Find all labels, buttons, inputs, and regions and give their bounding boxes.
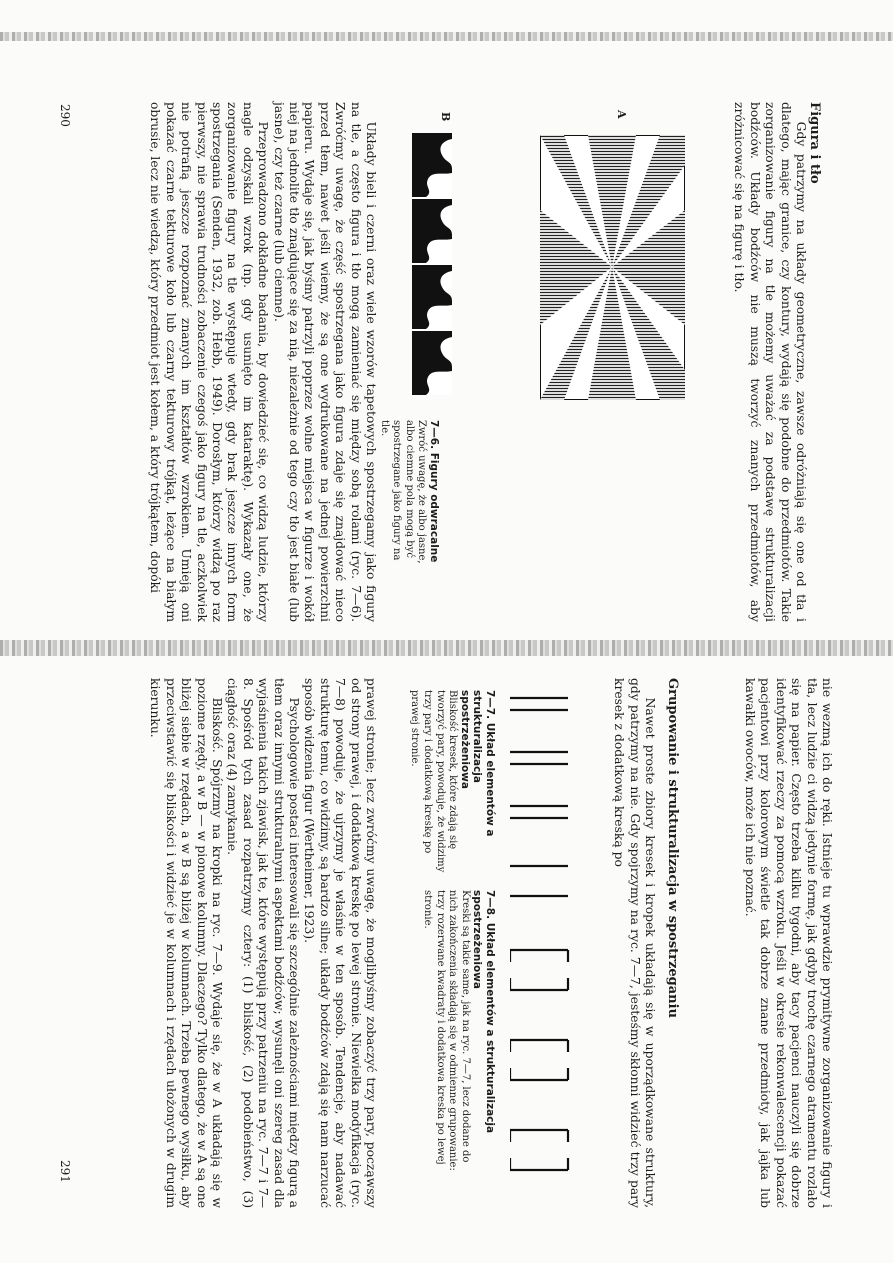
left-page-body <box>147 102 378 622</box>
right-page-body <box>147 678 378 1208</box>
figure-7-8-caption <box>420 890 496 1180</box>
page-number-right: 291 <box>58 1160 72 1183</box>
section-heading-figura: Figura i tło <box>807 102 822 184</box>
paragraph: Przeprowadzono dokładne badania, by dowiedzieć się, co widzą ludzie, którzy nagle odzyskali wzrok (np. gdy usunięto im kataraktę). Wykazały one, że zorganizowanie figury na tle występuje wtedy, gdy brak jeszcze innych form spostrzegania (Senden, 1932, zob. Hebb, 1949). Dorosłym, którzy widzą po raz pierwszy, nie sprawia trudności zobaczenie czegoś jako figury na tle, aczkolwiek nie potrafią jeszcze rozpoznać znanych im kształtów wzrokiem. Umieją oni pokazać czarne tekturowe koło lub czarny tekturowy trójkąt, leżące na białym obrusie, lecz nie wiedzą, który przedmiot jest kołem, a który trójkątem, dopóki <box>148 102 271 622</box>
right-page-top <box>742 678 834 1208</box>
paragraph: Bliskość. Spójrzmy na kropki na ryc. 7—9. Wydaje się, że w A układają się w poziome rzędy, a w B — w pionowe kolumny. Dlaczego? Tylko dlatego, że w A są one bliżej siebie w rzędach, a w B są bliżej w kolumnach. Trzeba pewnego wysiłku, aby przeciwstawić się bliskości i widzieć je w kolumnach i rzędach ułożonych w drugim kierunku. <box>148 678 224 1208</box>
paragraph: prawej stronie; lecz zwróćmy uwagę, że moglibyśmy zobaczyć trzy pary, począwszy od strony prawej, i dodatkową kreskę po lewej stronie. Niewielka modyfikacja (ryc. 7—8) powoduje, że ujrzymy je właśnie w ten sposób. Tendencje, aby nadawać strukturę temu, co widzimy, są bardzo silne; układy bodźców zdają się nam narzucać sposób widzenia figur (Wertheimer, 1923). <box>302 678 378 1208</box>
paragraph: Układy bieli i czerni oraz wiele wzorów tapetowych spostrzegamy jako figury na tle, a często figura i tło mogą zamieniać się między sobą rolami (ryc. 7—6). Zwróćmy uwagę, że część spostrzegana jako figura zdaje się znajdować nieco przed tłem, nawet jeśli wiemy, że są one wydrukowane na jednej powierzchni papieru. Wydaje się, jak byśmy patrzyli poprzez wolne miejsca w figurze i wokół niej na jednolite tło znajdujące się za nią, niezależnie od tego czy tło jest białe (lub jasne), czy też czarne (lub ciemne). <box>271 102 378 622</box>
figure-b-reversible <box>412 133 452 395</box>
figure-7-6-caption <box>377 420 440 570</box>
caption-text: Kreski są takie same, jak na ryc. 7—7, lecz dodane do nich zakończenia składają się w odmienne grupowanie: trzy rozerwane kwadraty i dodatkowa kreska po lewej stronie. <box>422 890 471 1171</box>
caption-title: 7—8. Układ elementów a strukturalizacja spostrzeżeniowa <box>471 890 496 1134</box>
figure-a-label: A <box>615 110 628 119</box>
paragraph: Nawet proste zbiory kresek i kropek układają się w uporządkowane struktury, gdy patrzymy na nie. Gdy spojrzymy na ryc. 7—7, jesteśmy skłonni widzieć trzy pary kresek z dodatkową kreską po <box>612 678 657 1208</box>
right-page-heading-block <box>611 678 680 1208</box>
left-page-intro <box>731 102 808 622</box>
scan-band-middle <box>0 640 893 656</box>
section-heading-grupowanie: Grupowanie i strukturalizacja w spostrzeganiu <box>665 678 680 1019</box>
paragraph: Gdy patrzymy na układy geometryczne, zawsze odróżniają się one od tła i dlatego, mając granice, czy kontury, wydają się podobne do przedmiotów. Takie zorganizowanie figury na tle możemy uważać za podstawę strukturalizacji bodźców. Układy bodźców nie muszą tworzyć znanych przedmiotów, aby zróżnicować się na figurę i tło. <box>732 102 808 622</box>
figure-7-7-lines <box>510 690 568 880</box>
caption-text: Zwróć uwagę, że albo jasne, albo ciemne pola mogą być spostrzegane jako figury na tle. <box>378 420 428 564</box>
caption-title: 7—7. Układ elementów a strukturalizacja spostrzeżeniowa <box>458 690 496 837</box>
page-number-left: 290 <box>58 104 72 127</box>
scan-band-top <box>0 32 893 41</box>
figure-7-7-caption <box>408 690 496 880</box>
figure-b-label: B <box>439 112 452 122</box>
paragraph: Psychologowie postaci interesowali się szczególnie zależnościami między figurą a tłem oraz innymi strukturalnymi aspektami bodźców; wysunęli oni szereg zasad dla wyjaśnienia takich zjawisk, jak te, które występują przy patrzeniu na ryc. 7—7 i 7—8. Spośród tych zasad rozpatrzymy cztery: (1) bliskość, (2) podobieństwo, (3) ciągłość oraz (4) zamykanie. <box>225 678 301 1208</box>
figure-a-reversible <box>540 135 685 400</box>
caption-title: 7—6. Figury odwracalne <box>428 420 440 563</box>
figure-7-8-brackets <box>510 890 570 1180</box>
caption-text: Bliskość kresek, które zdają się tworzyć pary, powoduje, że widzimy trzy pary i dodatkową kreskę po prawej stronie. <box>409 690 459 873</box>
paragraph: nie wezmą ich do ręki. Istnieje tu wprawdzie prymitywne zorganizowanie figury i tła, lecz ludzie ci widzą jedynie formę, jak gdyby trochę czarnego atramentu rozlało się na papier. Często trzeba kilku tygodni, aby tacy pacjenci nauczyli się dobrze identyfikować rzeczy za pomocą wzroku. Jeśli w okresie rekonwalescencji pokazać pacjentowi przy kolorowym świetle tak dobrze znane przedmioty, jak jajka lub kawałki owoców, może ich nie poznać. <box>742 678 834 1208</box>
